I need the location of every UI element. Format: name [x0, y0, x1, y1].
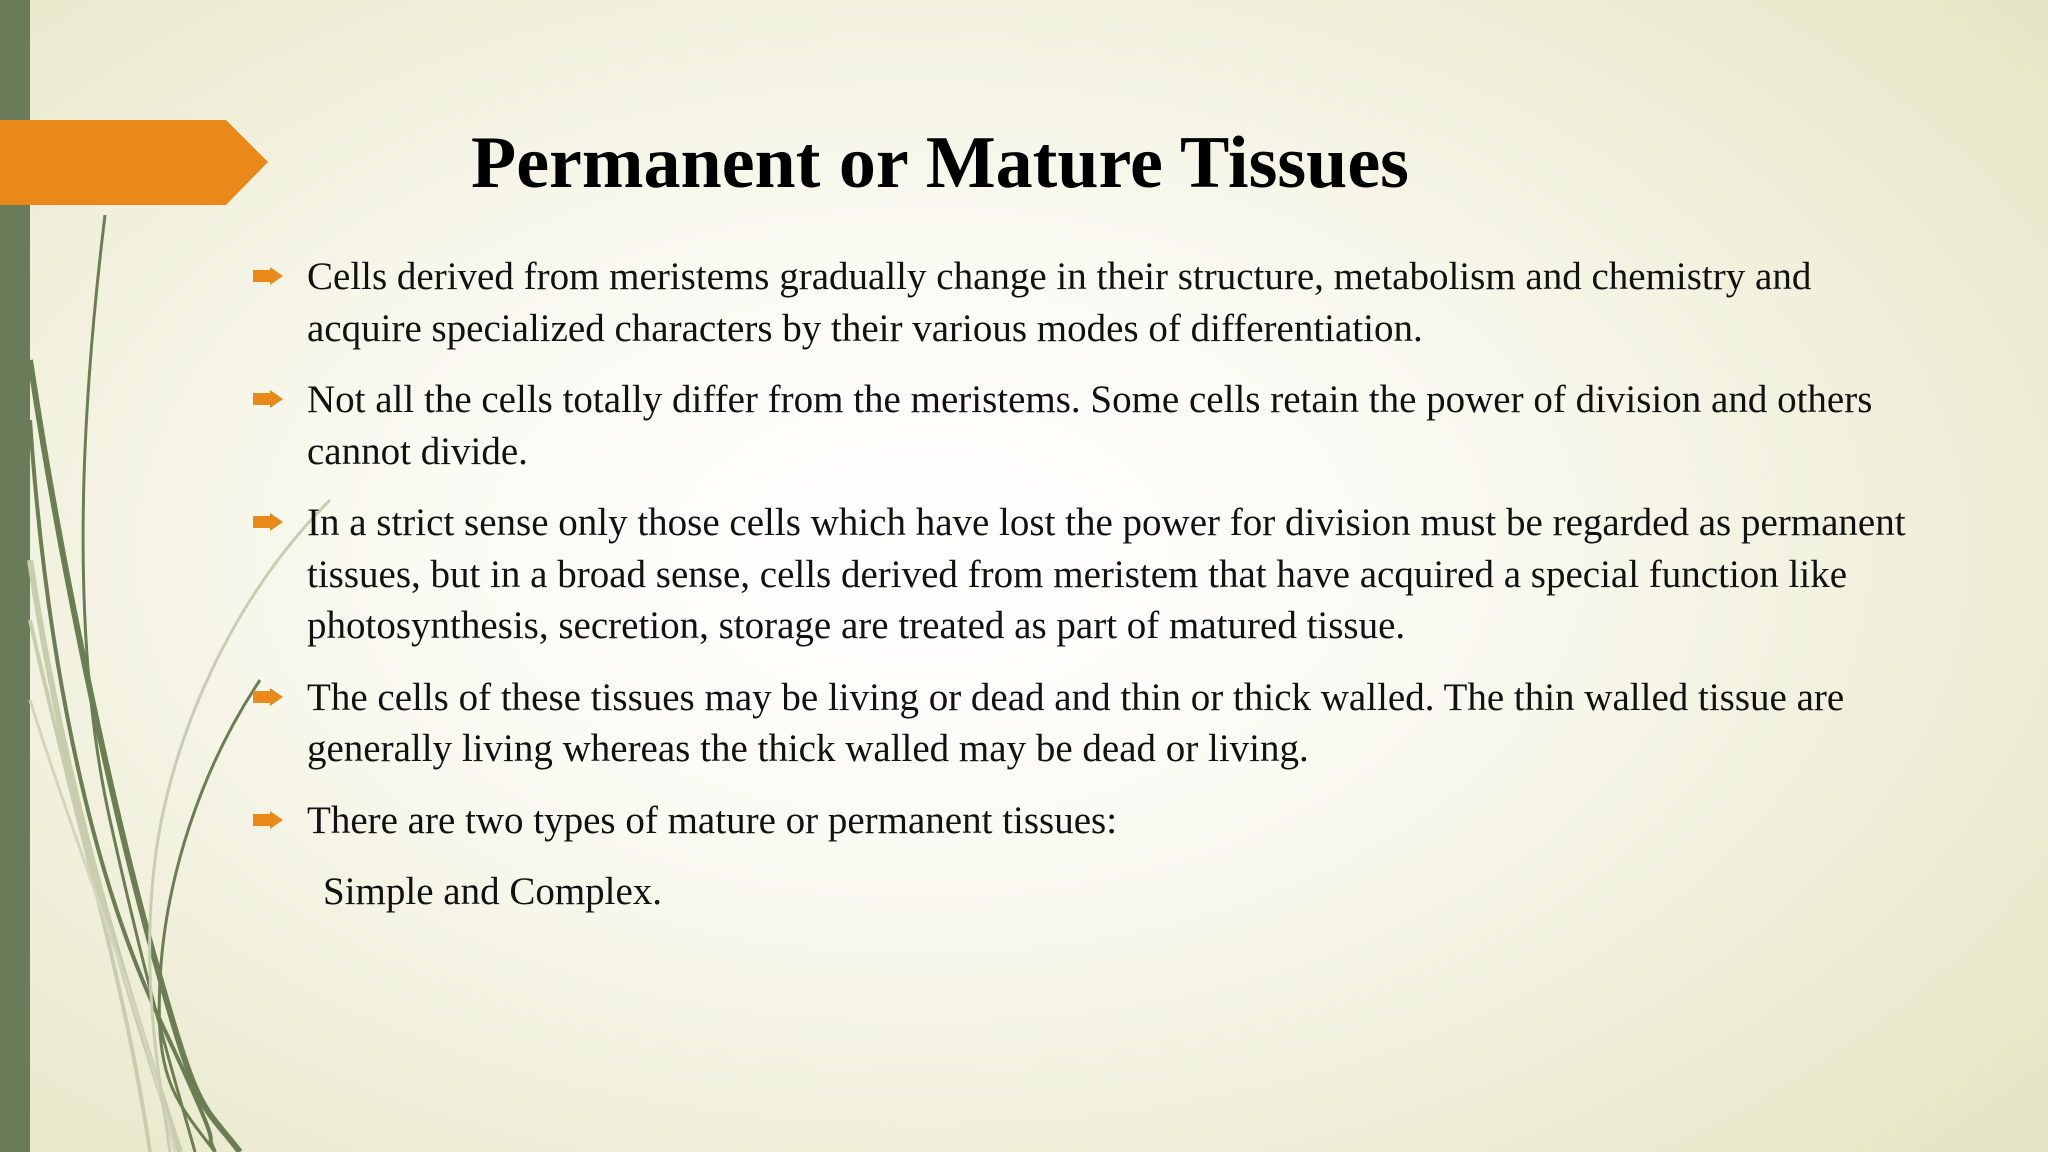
right-arrow-bullet-icon [253, 267, 283, 285]
continuation-text: Simple and Complex. [323, 870, 663, 913]
right-arrow-bullet-icon [253, 513, 283, 531]
bullet-text: Not all the cells totally differ from the meristems. Some cells retain the power of division and others cannot divide. [307, 378, 1873, 473]
slide-title: Permanent or Mature Tissues [471, 122, 1409, 204]
list-item [250, 672, 1930, 775]
right-arrow-bullet-icon [253, 688, 283, 706]
list-item [250, 374, 1930, 477]
list-item [250, 795, 1930, 847]
bullet-text: In a strict sense only those cells which have lost the power for division must be regarded as permanent tissues, but in a broad sense, cells derived from meristem that have acquired a special function like photosynthesis, secretion, storage are treated as part of matured tissue. [307, 501, 1906, 647]
bullet-text: The cells of these tissues may be living or dead and thin or thick walled. The thin walled tissue are generally living whereas the thick walled may be dead or living. [307, 675, 1845, 770]
bullet-text: There are two types of mature or permanent tissues: [307, 798, 1118, 842]
right-arrow-bullet-icon [253, 811, 283, 829]
right-arrow-bullet-icon [253, 390, 283, 408]
bullet-text: Cells derived from meristems gradually change in their structure, metabolism and chemistry and acquire specialized characters by their various modes of differentiation. [307, 255, 1812, 350]
title-arrow-shape [0, 120, 268, 205]
bullet-list [250, 251, 1930, 918]
list-item [250, 497, 1930, 652]
list-item [250, 251, 1930, 354]
